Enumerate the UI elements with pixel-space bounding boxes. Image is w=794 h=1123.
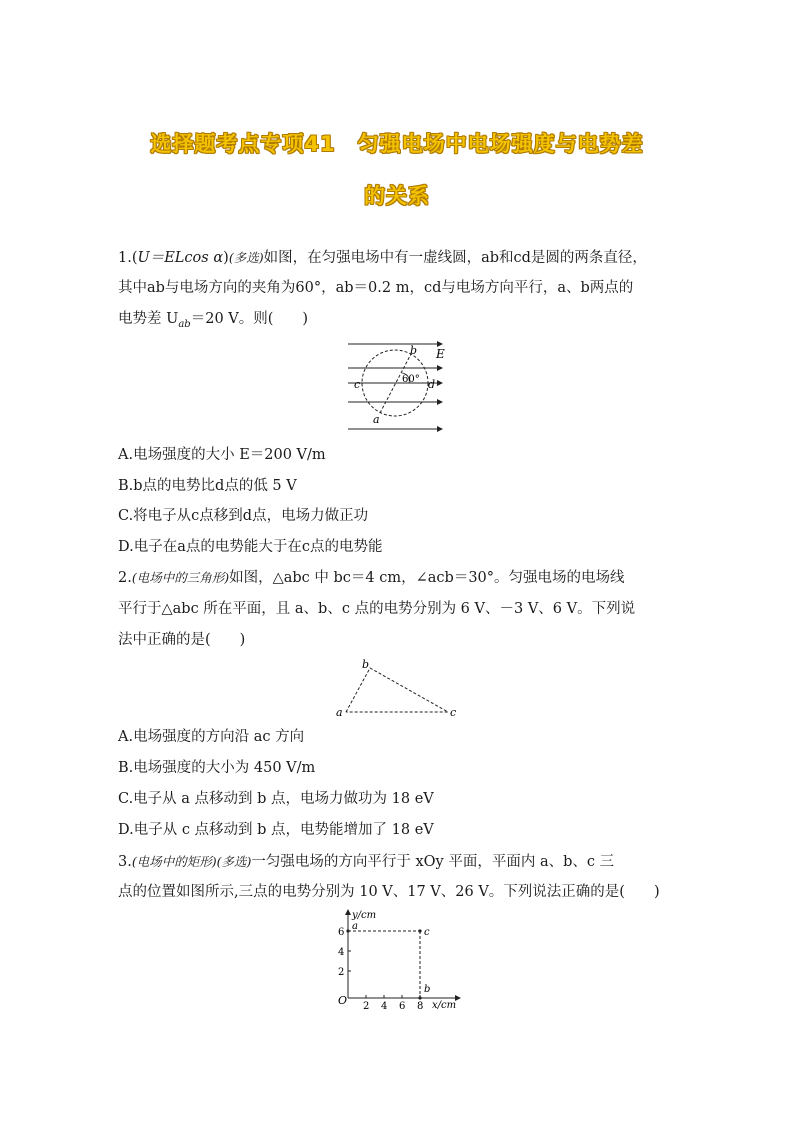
q1-figure	[344, 336, 450, 436]
point-c	[418, 929, 421, 932]
x-tick-label: 8	[417, 1001, 424, 1010]
label-a: a	[352, 921, 358, 932]
q2-option-d: D.电子从 c 点移动到 b 点，电势能增加了 18 eV	[118, 822, 434, 838]
q3-line2: 点的位置如图所示,三点的电势分别为 10 V、17 V、26 V。下列说法正确的是( )	[118, 884, 660, 900]
q2-line1: 2.(电场中的三角形)如图，△abc 中 bc＝4 cm，∠acb＝30°。匀强电场的电场线	[118, 570, 625, 586]
point-a	[346, 929, 349, 932]
origin-label: O	[338, 994, 348, 1007]
q3-figure	[332, 906, 464, 1010]
label-c: c	[424, 927, 430, 938]
y-axis-label: y/cm	[352, 910, 377, 921]
x-axis-label: x/cm	[432, 1000, 457, 1010]
q2-option-b: B.电场强度的大小为 450 V/m	[118, 760, 316, 776]
q2-figure	[332, 656, 462, 720]
y-tick-label: 6	[338, 927, 345, 938]
y-tick-label: 2	[338, 967, 345, 978]
label-c: c	[354, 378, 361, 391]
label-b: b	[362, 658, 370, 671]
q1-option-b: B.b点的电势比d点的低 5 V	[118, 478, 297, 494]
x-tick-label: 4	[381, 1001, 388, 1010]
y-tick-label: 4	[338, 947, 345, 958]
label-c: c	[450, 706, 457, 719]
point-b	[418, 996, 421, 999]
triangle-abc	[346, 668, 448, 712]
x-tick-label: 2	[363, 1001, 370, 1010]
q2-line3: 法中正确的是( )	[118, 632, 246, 648]
page-title: 选择题考点专项41 匀强电场中电场强度与电势差	[150, 132, 644, 156]
q3-line1: 3.(电场中的矩形)(多选)一匀强电场的方向平行于 xOy 平面，平面内 a、b、c 三	[118, 854, 615, 870]
label-b: b	[410, 344, 418, 357]
label-angle: 60°	[402, 374, 420, 385]
label-E: E	[436, 347, 445, 361]
q1-option-c: C.将电子从c点移到d点，电场力做正功	[118, 508, 369, 524]
label-b: b	[424, 984, 431, 995]
label-a: a	[373, 413, 380, 426]
q2-option-c: C.电子从 a 点移动到 b 点，电场力做功为 18 eV	[118, 791, 434, 807]
page-title-line2: 的关系	[364, 184, 430, 208]
x-tick-label: 6	[399, 1001, 406, 1010]
q2-line2: 平行于△abc 所在平面，且 a、b、c 点的电势分别为 6 V、－3 V、6 V。下列说	[118, 601, 636, 617]
q1-line3: 电势差 $U_{ab}=20$ V。则( )	[118, 311, 309, 330]
label-d: d	[428, 378, 436, 391]
q2-option-a: A.电场强度的方向沿 ac 方向	[118, 729, 305, 745]
label-a: a	[336, 706, 343, 719]
q1-line2: 其中ab与电场方向的夹角为60°，ab＝0.2 m，cd与电场方向平行，a、b两点的	[118, 280, 634, 296]
q1-line1: 1.(U＝ELcos α)(多选)如图，在匀强电场中有一虚线圆，ab和cd是圆的两条直径，	[118, 250, 647, 266]
q1-option-a: A.电场强度的大小 E＝200 V/m	[118, 447, 326, 463]
q1-option-d: D.电子在a点的电势能大于在c点的电势能	[118, 539, 383, 555]
